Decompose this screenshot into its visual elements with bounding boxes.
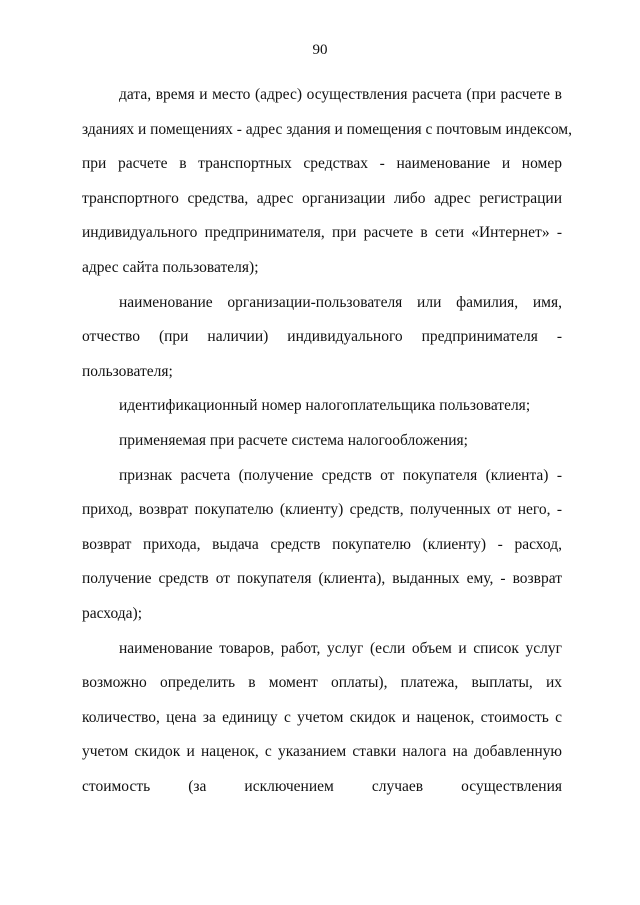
text-line: идентификационный номер налогоплательщика пользователя; [119,397,531,415]
text-line: возврат прихода, выдача средств покупателю (клиенту) - расход, [82,535,562,553]
text-line: количество, цена за единицу с учетом скидок и наценок, стоимость с [82,708,562,726]
text-line: зданиях и помещениях - адрес здания и помещения с почтовым индексом, [82,120,572,138]
paragraph-taxpayer-id [82,389,562,424]
paragraph-user-name [82,286,562,390]
paragraph-goods-name [82,632,562,805]
text-line: возможно определить в момент оплаты), платежа, выплаты, их [82,674,562,692]
text-line: стоимость (за исключением случаев осуществления [82,777,562,795]
text-line: наименование организации-пользователя или фамилия, имя, [119,293,562,311]
text-line: приход, возврат покупателю (клиенту) средств, полученных от него, - [82,501,562,519]
text-line: при расчете в транспортных средствах - наименование и номер [82,155,562,173]
paragraph-calculation-sign [82,459,562,632]
text-line: получение средств от покупателя (клиента), выданных ему, - возврат [82,570,562,588]
text-line: учетом скидок и наценок, с указанием ставки налога на добавленную [82,743,562,761]
text-line: признак расчета (получение средств от покупателя (клиента) - [119,466,562,484]
text-line: дата, время и место (адрес) осуществления расчета (при расчете в [119,86,562,103]
page-number: 90 [312,42,328,58]
text-line: наименование товаров, работ, услуг (если объем и список услуг [119,639,562,657]
text-line: транспортного средства, адрес организации либо адрес регистрации [82,189,562,207]
text-line: адрес сайта пользователя); [82,258,259,276]
text-line: применяемая при расчете система налогообложения; [119,431,468,449]
paragraph-calculation-date-place [82,78,572,286]
document-body [82,78,572,804]
text-line: отчество (при наличии) индивидуального предпринимателя - [82,328,562,346]
paragraph-tax-system [82,424,562,459]
text-line: индивидуального предпринимателя, при расчете в сети «Интернет» - [82,224,562,242]
text-line: пользователя; [82,362,173,380]
text-line: расхода); [82,604,143,622]
